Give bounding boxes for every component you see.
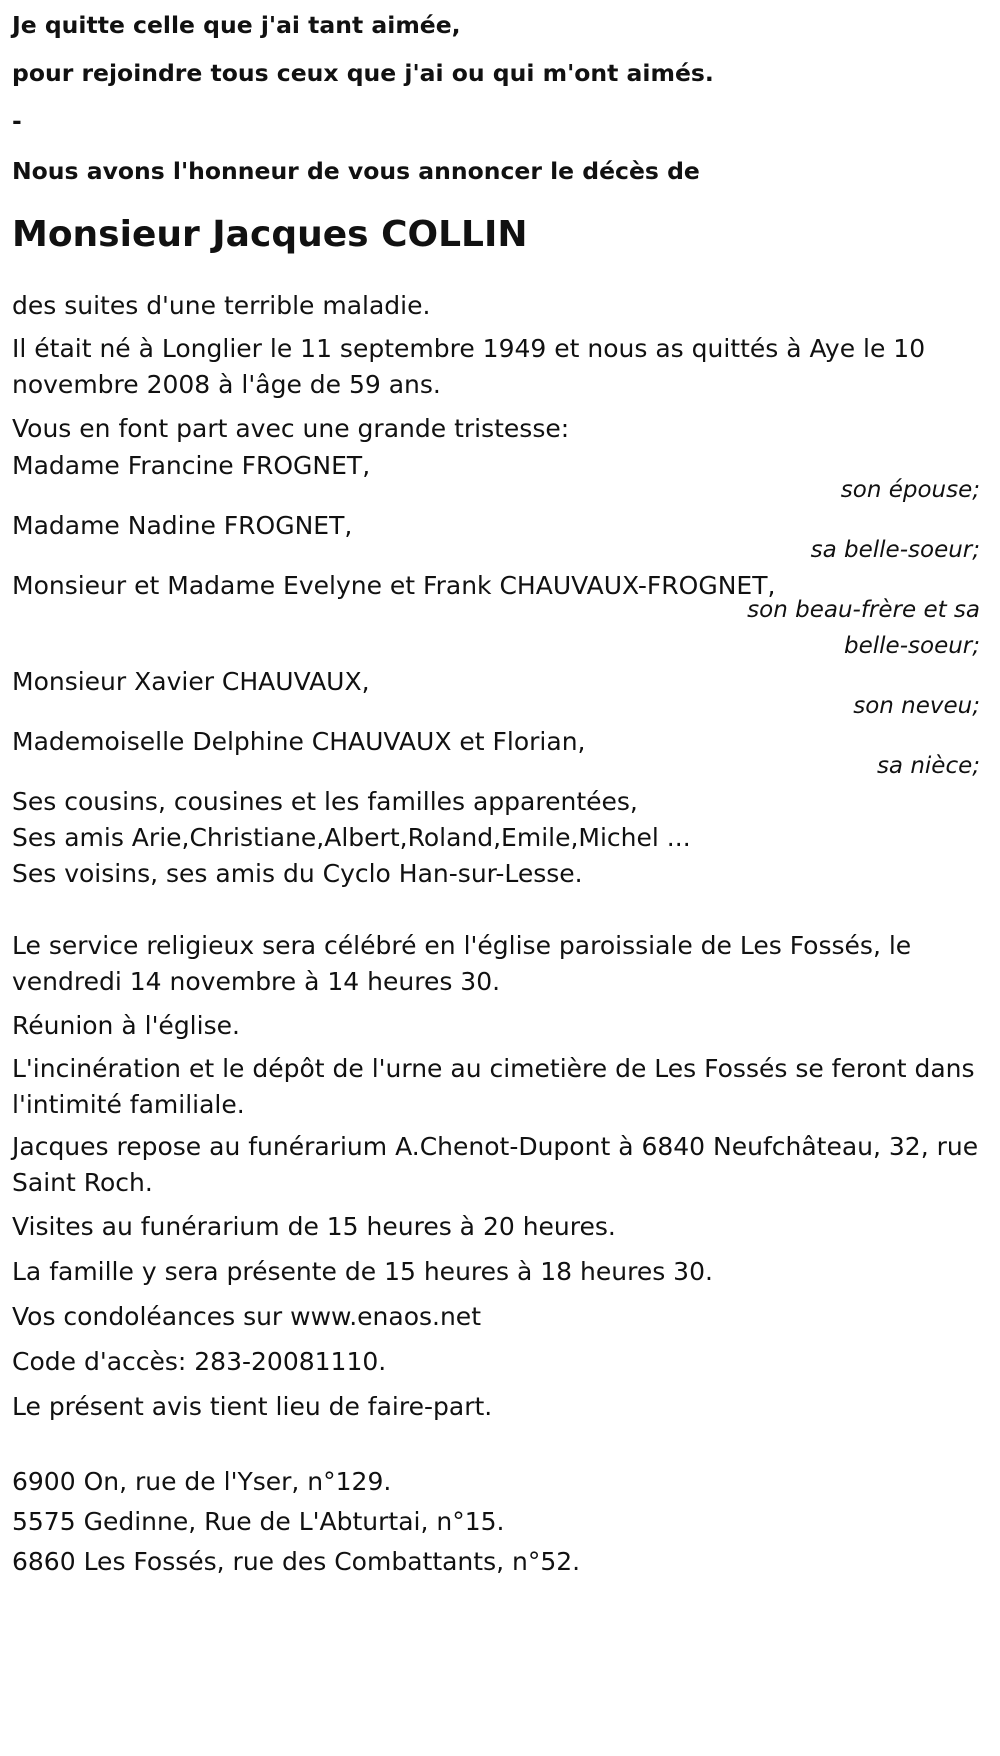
condolences-text: Vos condoléances sur www.enaos.net [12, 1302, 481, 1331]
relative-relation: son neveu; [853, 693, 980, 719]
access-code-text: Code d'accès: 283-20081110. [12, 1347, 387, 1376]
announce-text: Vous en font part avec une grande tristesse: [12, 414, 570, 443]
relative-row [12, 664, 988, 724]
relative-row [12, 724, 988, 784]
address-line: 6860 Les Fossés, rue des Combattants, n°52. [12, 1547, 581, 1576]
relatives-list [12, 448, 988, 784]
notice-text: Le présent avis tient lieu de faire-part. [12, 1392, 493, 1421]
birth-death-text: Il était né à Longlier le 11 septembre 1949 et nous as quittés à Aye le 10 novembre 2008 à l'âge de 59 ans. [12, 334, 926, 399]
visits-text: Visites au funérarium de 15 heures à 20 heures. [12, 1212, 616, 1241]
intro-line-2: pour rejoindre tous ceux que j'ai ou qui m'ont aimés. [12, 59, 714, 87]
others-line: Ses voisins, ses amis du Cyclo Han-sur-Lesse. [12, 859, 583, 888]
service-info [12, 892, 988, 1426]
relative-name: Monsieur Xavier CHAUVAUX, [12, 667, 370, 696]
relative-relation: son épouse; [840, 477, 980, 503]
relative-row [12, 448, 988, 508]
relative-name: Madame Nadine FROGNET, [12, 511, 353, 540]
addresses-list [12, 1426, 988, 1582]
relative-name: Mademoiselle Delphine CHAUVAUX et Florian, [12, 727, 586, 756]
cremation-text: L'incinération et le dépôt de l'urne au cimetière de Les Fossés se feront dans l'intimité familiale. [12, 1054, 975, 1119]
family-presence-text: La famille y sera présente de 15 heures à 18 heures 30. [12, 1257, 713, 1286]
meeting-text: Réunion à l'église. [12, 1011, 240, 1040]
intro-dash: - [12, 107, 22, 135]
others-line: Ses amis Arie,Christiane,Albert,Roland,Emile,Michel ... [12, 823, 691, 852]
relative-row [12, 568, 988, 664]
relative-relation: sa nièce; [876, 753, 980, 779]
others-line: Ses cousins, cousines et les familles apparentées, [12, 787, 638, 816]
ceremony-text: Le service religieux sera célébré en l'église paroissiale de Les Fossés, le vendredi 14 novembre à 14 heures 30. [12, 931, 912, 996]
address-line: 5575 Gedinne, Rue de L'Abturtai, n°15. [12, 1507, 505, 1536]
relative-relation: sa belle-soeur; [810, 537, 980, 563]
relative-name: Madame Francine FROGNET, [12, 451, 371, 480]
relative-name: Monsieur et Madame Evelyne et Frank CHAUVAUX-FROGNET, [12, 571, 776, 600]
deceased-name: Monsieur Jacques COLLIN [12, 214, 528, 255]
cause-of-death: des suites d'une terrible maladie. [12, 291, 431, 320]
relative-relation: son beau-frère et sa belle-soeur; [747, 597, 980, 659]
others-list [12, 784, 988, 892]
intro-line-3: Nous avons l'honneur de vous annoncer le décès de [12, 157, 700, 185]
funeral-home-text: Jacques repose au funérarium A.Chenot-Dupont à 6840 Neufchâteau, 32, rue Saint Roch. [12, 1132, 979, 1197]
address-line: 6900 On, rue de l'Yser, n°129. [12, 1467, 392, 1496]
relative-row [12, 508, 988, 568]
intro-line-1: Je quitte celle que j'ai tant aimée, [12, 11, 461, 39]
